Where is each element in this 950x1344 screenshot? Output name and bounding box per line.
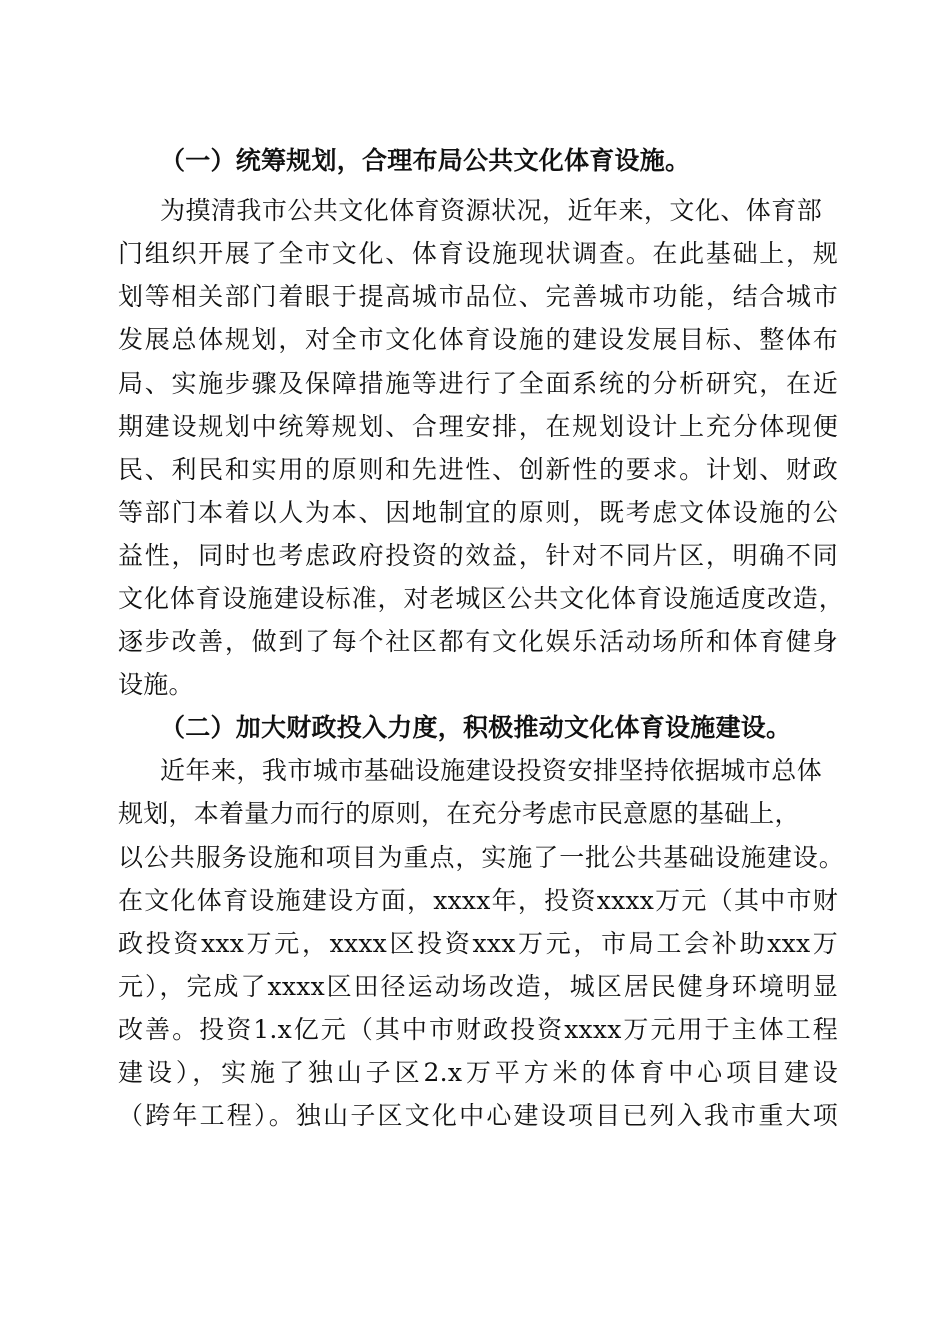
section-1-line-2: 门组织开展了全市文化、体育设施现状调查。在此基础上，规 <box>118 239 838 268</box>
section-1-line-1: 为摸清我市公共文化体育资源状况，近年来，文化、体育部 <box>160 196 822 225</box>
section-2-line-5: 政投资xxx万元，xxxx区投资xxx万元，市局工会补助xxx万 <box>118 929 838 958</box>
section-1-line-6: 期建设规划中统筹规划、合理安排，在规划设计上充分体现便 <box>118 412 838 441</box>
section-2-line-8: 建设），实施了独山子区2.x万平方米的体育中心项目建设 <box>118 1058 838 1087</box>
section-2-line-9: （跨年工程）。独山子区文化中心建设项目已列入我市重大项 <box>118 1101 838 1130</box>
section-1-line-4: 发展总体规划，对全市文化体育设施的建设发展目标、整体布 <box>118 325 838 354</box>
section-1-heading: （一）统筹规划，合理布局公共文化体育设施。 <box>160 146 691 175</box>
section-1-line-9: 益性，同时也考虑政府投资的效益，针对不同片区，明确不同 <box>118 541 838 570</box>
section-1-line-5: 局、实施步骤及保障措施等进行了全面系统的分析研究，在近 <box>118 369 838 398</box>
section-2-line-4: 在文化体育设施建设方面，xxxx年，投资xxxx万元（其中市财 <box>118 886 838 915</box>
section-2-line-7: 改善。投资1.x亿元（其中市财政投资xxxx万元用于主体工程 <box>118 1015 838 1044</box>
section-1-line-12: 设施。 <box>118 670 194 699</box>
section-1-line-7: 民、利民和实用的原则和先进性、创新性的要求。计划、财政 <box>118 455 838 484</box>
section-1-line-11: 逐步改善，做到了每个社区都有文化娱乐活动场所和体育健身 <box>118 627 838 656</box>
section-2-line-3: 以公共服务设施和项目为重点，实施了一批公共基础设施建设。 <box>118 843 844 872</box>
section-2-heading: （二）加大财政投入力度，积极推动文化体育设施建设。 <box>160 713 792 742</box>
section-1-line-8: 等部门本着以人为本、因地制宜的原则，既考虑文体设施的公 <box>118 498 838 527</box>
section-2-line-2: 规划，本着量力而行的原则，在充分考虑市民意愿的基础上， <box>118 799 800 828</box>
section-2-line-6: 元），完成了xxxx区田径运动场改造，城区居民健身环境明显 <box>118 972 838 1001</box>
section-1-line-10: 文化体育设施建设标准，对老城区公共文化体育设施适度改造， <box>118 584 844 613</box>
section-1-line-3: 划等相关部门着眼于提高城市品位、完善城市功能，结合城市 <box>118 282 838 311</box>
section-2-line-1: 近年来，我市城市基础设施建设投资安排坚持依据城市总体 <box>160 756 822 785</box>
